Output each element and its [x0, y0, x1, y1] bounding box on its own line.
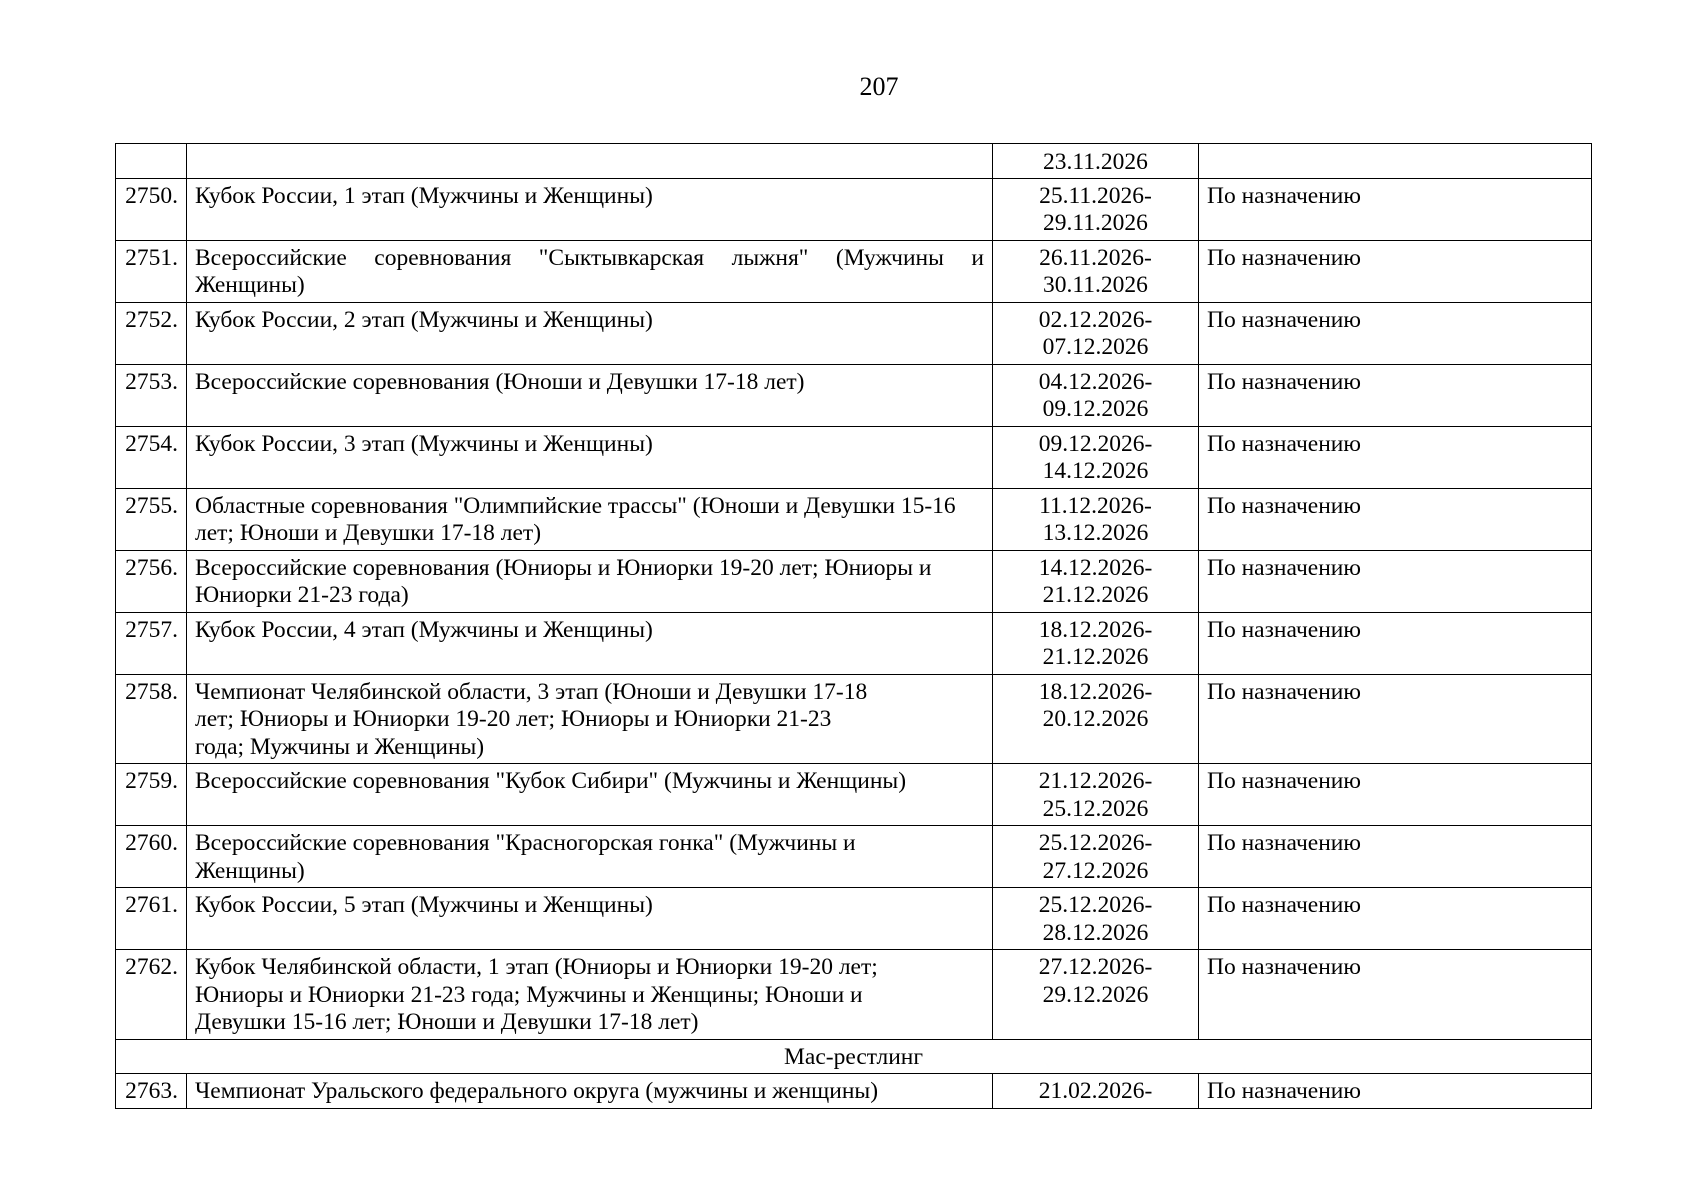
table-row — [116, 426, 1592, 488]
event-name: Кубок России, 5 этап (Мужчины и Женщины) — [187, 888, 993, 950]
event-name: Всероссийские соревнования "Красногорская гонка" (Мужчины и Женщины) — [187, 826, 993, 888]
table-row — [116, 178, 1592, 240]
event-location: По назначению — [1199, 888, 1592, 950]
table-row-continuation — [116, 144, 1592, 179]
date-start: 21.12.2026- — [1038, 768, 1153, 794]
table-row — [116, 364, 1592, 426]
event-name — [187, 144, 993, 179]
event-date — [993, 240, 1199, 302]
event-location: По назначению — [1199, 488, 1592, 550]
event-location: По назначению — [1199, 950, 1592, 1040]
event-name: Кубок Челябинской области, 1 этап (Юниоры и Юниорки 19-20 лет; Юниоры и Юниорки 21-23 года; Мужчины и Женщины; Юноши и Девушки 15-16 лет; Юноши и Девушки 17-18 лет) — [187, 950, 993, 1040]
event-date: 23.11.2026 — [993, 144, 1199, 179]
row-number: 2751. — [116, 240, 187, 302]
page-number: 207 — [859, 72, 899, 101]
event-date — [993, 674, 1199, 764]
event-name: Чемпионат Челябинской области, 3 этап (Юноши и Девушки 17-18 лет; Юниоры и Юниорки 19-20 лет; Юниоры и Юниорки 21-23 года; Мужчины и Женщины) — [187, 674, 993, 764]
event-location — [1199, 144, 1592, 179]
date-start: 25.12.2026- — [1038, 892, 1153, 918]
row-number: 2754. — [116, 426, 187, 488]
section-header-row — [116, 1039, 1592, 1074]
date-start: 25.11.2026- — [1039, 182, 1152, 209]
date-end: 20.12.2026 — [1042, 706, 1149, 732]
row-number: 2763. — [116, 1074, 187, 1109]
date-start: 26.11.2026- — [1039, 244, 1152, 271]
event-location: По назначению — [1199, 764, 1592, 826]
row-number — [116, 144, 187, 179]
event-name: Областные соревнования "Олимпийские трассы" (Юноши и Девушки 15-16 лет; Юноши и Девушки 17-18 лет) — [187, 488, 993, 550]
row-number: 2762. — [116, 950, 187, 1040]
row-number: 2753. — [116, 364, 187, 426]
row-number: 2761. — [116, 888, 187, 950]
event-location: По назначению — [1199, 426, 1592, 488]
date-start: 09.12.2026- — [1038, 430, 1153, 457]
table-row — [116, 950, 1592, 1040]
event-location: По назначению — [1199, 364, 1592, 426]
event-location: По назначению — [1199, 240, 1592, 302]
table-row — [116, 550, 1592, 612]
event-date — [993, 550, 1199, 612]
events-table — [115, 143, 1592, 1109]
table-row — [116, 302, 1592, 364]
date-end: 28.12.2026 — [1042, 919, 1149, 946]
event-location: По назначению — [1199, 674, 1592, 764]
row-number: 2756. — [116, 550, 187, 612]
date-start: 25.12.2026- — [1038, 830, 1153, 856]
event-location: По назначению — [1199, 550, 1592, 612]
event-date: 21.02.2026- — [993, 1074, 1199, 1109]
event-name: Всероссийские соревнования (Юниоры и Юниорки 19-20 лет; Юниоры и Юниорки 21-23 года) — [187, 550, 993, 612]
event-name: Чемпионат Уральского федерального округа (мужчины и женщины) — [187, 1074, 993, 1109]
date-end: 14.12.2026 — [1042, 458, 1149, 484]
event-date — [993, 612, 1199, 674]
date-start: 18.12.2026- — [1038, 616, 1153, 643]
date-end: 29.11.2026 — [1043, 210, 1148, 236]
table-row — [116, 612, 1592, 674]
row-number: 2750. — [116, 178, 187, 240]
date-end: 21.12.2026 — [1042, 644, 1149, 670]
event-date — [993, 364, 1199, 426]
date-start: 02.12.2026- — [1038, 306, 1153, 333]
row-number: 2760. — [116, 826, 187, 888]
table-row — [116, 674, 1592, 764]
event-date — [993, 178, 1199, 240]
date-start: 27.12.2026- — [1038, 954, 1153, 980]
table-row — [116, 764, 1592, 826]
event-name: Кубок России, 2 этап (Мужчины и Женщины) — [187, 302, 993, 364]
event-name: Всероссийские соревнования "Кубок Сибири" (Мужчины и Женщины) — [187, 764, 993, 826]
event-location: По назначению — [1199, 302, 1592, 364]
event-name: Кубок России, 3 этап (Мужчины и Женщины) — [187, 426, 993, 488]
event-date — [993, 488, 1199, 550]
row-number: 2757. — [116, 612, 187, 674]
date-end: 21.12.2026 — [1042, 582, 1149, 608]
row-number: 2758. — [116, 674, 187, 764]
date-end: 30.11.2026 — [1043, 272, 1148, 298]
table-row — [116, 826, 1592, 888]
event-location: По назначению — [1199, 612, 1592, 674]
event-name: Кубок России, 1 этап (Мужчины и Женщины) — [187, 178, 993, 240]
event-name: Всероссийские соревнования (Юноши и Девушки 17-18 лет) — [187, 364, 993, 426]
date-end: 29.12.2026 — [1042, 981, 1149, 1008]
row-number: 2752. — [116, 302, 187, 364]
date-start: 11.12.2026- — [1039, 492, 1152, 519]
date-end: 07.12.2026 — [1042, 334, 1149, 360]
event-date — [993, 950, 1199, 1040]
event-date — [993, 826, 1199, 888]
date-start: 04.12.2026- — [1038, 368, 1153, 395]
event-location: По назначению — [1199, 1074, 1592, 1109]
event-date — [993, 888, 1199, 950]
event-date — [993, 764, 1199, 826]
date-end: 27.12.2026 — [1042, 857, 1149, 884]
event-location: По назначению — [1199, 178, 1592, 240]
date-end: 13.12.2026 — [1042, 520, 1149, 546]
row-number: 2759. — [116, 764, 187, 826]
event-date — [993, 302, 1199, 364]
date-start: 18.12.2026- — [1038, 678, 1153, 705]
row-number: 2755. — [116, 488, 187, 550]
table-row — [116, 240, 1592, 302]
event-name: Всероссийские соревнования "Сыктывкарская лыжня" (Мужчины и Женщины) — [187, 240, 993, 302]
date-start: 14.12.2026- — [1038, 554, 1153, 581]
event-name: Кубок России, 4 этап (Мужчины и Женщины) — [187, 612, 993, 674]
section-title: Мас-рестлинг — [116, 1039, 1592, 1074]
date-end: 25.12.2026 — [1042, 795, 1149, 822]
table-row — [116, 1074, 1592, 1109]
table-row — [116, 488, 1592, 550]
event-location: По назначению — [1199, 826, 1592, 888]
table-row — [116, 888, 1592, 950]
date-end: 09.12.2026 — [1042, 396, 1149, 422]
event-date — [993, 426, 1199, 488]
